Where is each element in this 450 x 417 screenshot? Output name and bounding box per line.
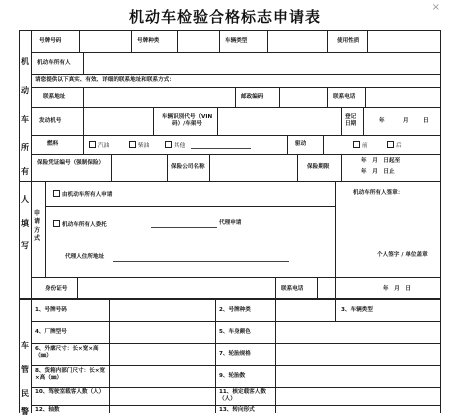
drive-label: 驱动 (295, 141, 307, 147)
postcode-label: 邮政编码 (241, 94, 264, 100)
phone-label: 联系电话 (333, 94, 356, 100)
item-axles: 12、轴数 (35, 407, 60, 413)
apply-by-agent-option[interactable]: 机动车所有人委托 (53, 220, 107, 229)
application-form (19, 30, 441, 416)
id-no-label: 身份证号 (45, 286, 68, 292)
engine-no-label: 发动机号 (39, 118, 62, 124)
owner-side-label-2: 动 (21, 85, 29, 95)
insurance-period-label: 保险期限 (307, 164, 330, 170)
reg-month: 月 (403, 118, 409, 124)
agent-apply-label: 代理申请 (219, 220, 242, 226)
drive-option-rear[interactable]: 后 (387, 141, 402, 150)
owner-side-label-4: 所 (21, 142, 29, 152)
applicant-phone-label: 联系电话 (281, 286, 304, 292)
apply-by-owner-option[interactable]: 由机动车所有人申请 (53, 190, 112, 199)
police-side-label-4: 警 (21, 406, 29, 416)
plate-type-label: 号牌种类 (137, 38, 160, 44)
diesel-checkbox[interactable] (129, 141, 136, 148)
close-icon[interactable]: × (431, 2, 440, 13)
item-cargo-dimensions: 8、货箱内部门尺寸：长×宽×高（㎜） (35, 368, 106, 381)
contact-address-label: 联系地址 (43, 94, 66, 100)
reg-year: 年 (379, 118, 385, 124)
item-plate-no: 1、号牌号码 (35, 307, 67, 313)
item-model: 4、厂牌型号 (35, 329, 67, 335)
item-plate-type: 2、号牌种类 (219, 307, 251, 313)
item-steering: 13、转向形式 (219, 407, 255, 413)
applicant-side-label-1: 人 (21, 194, 29, 204)
plate-no-label: 号牌号码 (39, 38, 62, 44)
sign-date: 年 月 日 (383, 286, 411, 292)
agent-address-label: 代理人住所地址 (65, 254, 105, 260)
rear-drive-checkbox[interactable] (387, 141, 394, 148)
address-note: 请您提供以下真实、有效、详细的联系地址和联系方式： (35, 77, 175, 83)
owner-side-label-3: 车 (21, 114, 29, 124)
insurance-no-label: 保险凭证编号（强制保险） (37, 160, 105, 166)
item-dimensions: 6、外廓尺寸：长×宽×高（㎜） (35, 346, 99, 359)
owner-sign-label: 机动车所有人签章： (353, 190, 404, 196)
insurer-label: 保险公司名称 (171, 164, 205, 170)
item-tire-count: 9、轮胎数 (219, 373, 246, 379)
insurance-period-from: 年 月 日起至 (361, 158, 401, 164)
fuel-label: 燃料 (47, 141, 59, 147)
drive-option-front[interactable]: 前 (353, 141, 368, 150)
item-tire-spec: 7、轮胎规格 (219, 351, 251, 357)
method-label: 申 请 方 式 (34, 210, 41, 243)
police-side-label-2: 管 (21, 364, 29, 374)
police-side-label-1: 车 (21, 340, 29, 350)
fuel-option-other[interactable]: 其他 (165, 141, 185, 150)
applicant-side-label-3: 写 (21, 240, 29, 250)
agent-apply-checkbox[interactable] (53, 220, 60, 227)
owner-side-label-1: 机 (21, 56, 29, 66)
form-title: 机动车检验合格标志申请表 (128, 8, 321, 26)
fuel-option-diesel[interactable]: 柴油 (129, 141, 149, 150)
reg-date-label: 登记日期 (345, 114, 357, 127)
front-drive-checkbox[interactable] (353, 141, 360, 148)
fuel-option-gasoline[interactable]: 汽油 (89, 141, 109, 150)
other-fuel-checkbox[interactable] (165, 141, 172, 148)
insurance-period-to: 年 月 日止 (361, 169, 395, 175)
item-body-color: 5、车身颜色 (219, 329, 251, 335)
item-rated-capacity: 11、核定载客人数（人） (219, 389, 266, 402)
vin-label: 车辆识别代号（VIN码）/车架号 (161, 114, 213, 127)
owner-label: 机动车所有人 (37, 60, 71, 66)
police-side-label-3: 民 (21, 388, 29, 398)
person-sign-label: 个人签字 / 单位盖章 (377, 252, 428, 258)
use-nature-label: 使用性质 (337, 38, 360, 44)
gasoline-checkbox[interactable] (89, 141, 96, 148)
item-cab-capacity: 10、驾驶室载客人数（人） (35, 389, 105, 395)
owner-side-label-5: 有 (21, 166, 29, 176)
item-vehicle-type: 3、车辆类型 (341, 307, 373, 313)
vehicle-type-label: 车辆类型 (225, 38, 248, 44)
applicant-side-label-2: 填 (21, 218, 29, 228)
reg-day: 日 (423, 118, 429, 124)
owner-apply-checkbox[interactable] (53, 190, 60, 197)
